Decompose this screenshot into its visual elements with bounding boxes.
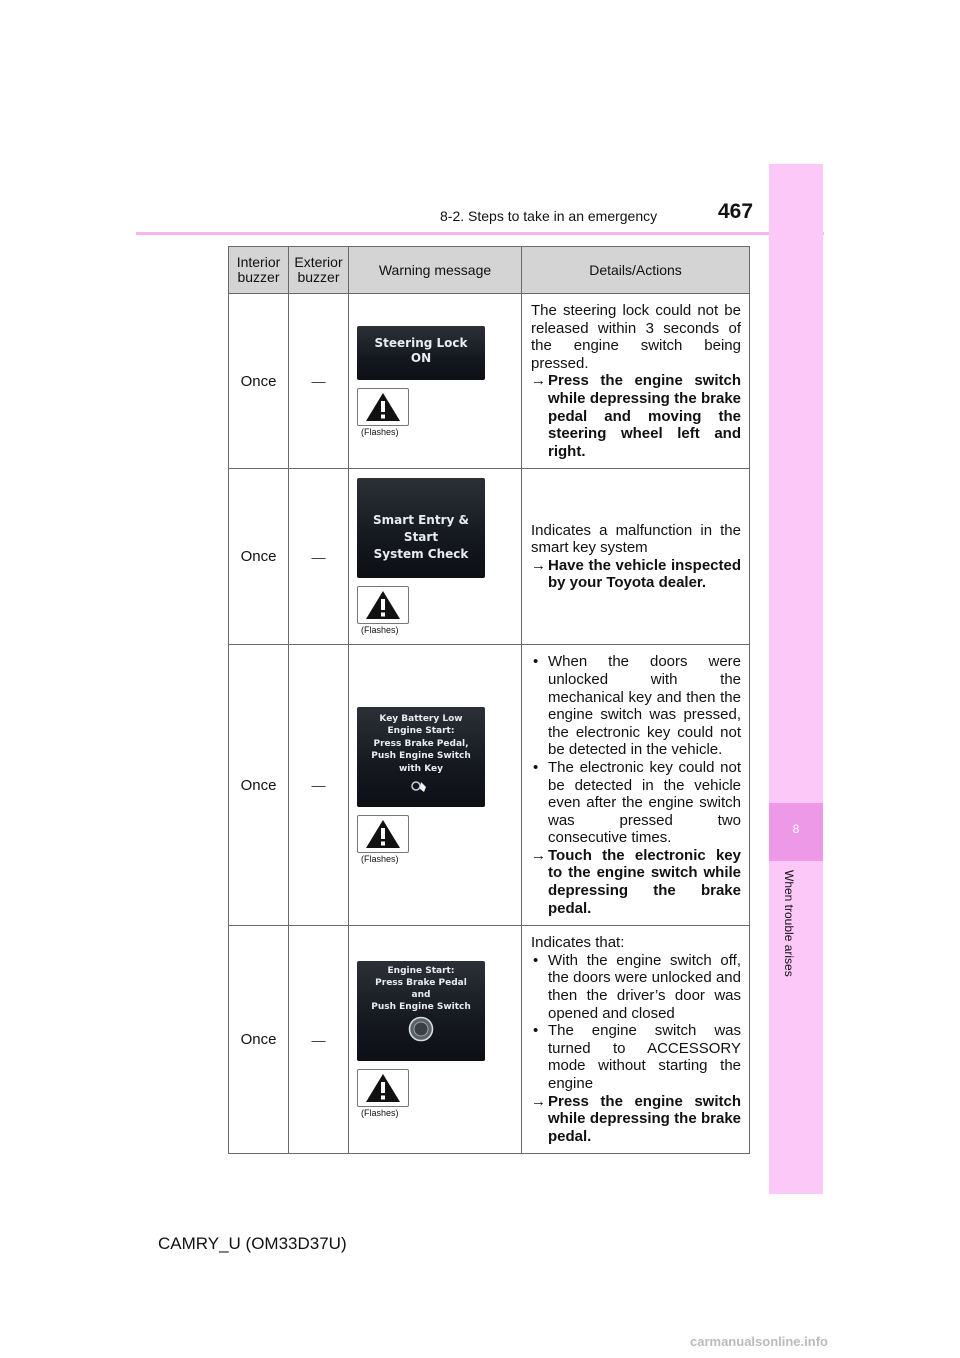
flashes-label: (Flashes) — [361, 1108, 399, 1119]
screen-line: Press Brake Pedal, — [373, 738, 469, 749]
details-cell — [522, 469, 750, 645]
display-screen — [357, 478, 485, 578]
warning-message-cell — [349, 469, 522, 645]
warning-triangle-icon — [357, 586, 409, 624]
exterior-buzzer-cell: — — [289, 645, 349, 926]
screen-line: Smart Entry & Start — [373, 513, 469, 545]
site-watermark: carmanualsonline.info — [690, 1334, 828, 1349]
arrow-icon: → — [531, 846, 546, 864]
display-screen — [357, 707, 485, 807]
bullet-item: • With the engine switch off, the doors were unlocked and then the driver’s door was opened and closed — [533, 951, 741, 1022]
interior-buzzer-cell: Once — [229, 469, 289, 645]
warning-message-table — [228, 246, 750, 1154]
display-screen — [357, 961, 485, 1061]
bullet-item: • The electronic key could not be detected in the vehicle even after the engine switch was pressed two consecutive times. — [533, 758, 741, 847]
chapter-title-vertical — [778, 872, 796, 1002]
screen-line: ON — [410, 350, 432, 365]
interior-buzzer-cell: Once — [229, 645, 289, 926]
flashes-label: (Flashes) — [361, 853, 399, 864]
table-row — [229, 294, 750, 469]
arrow-icon: → — [531, 1092, 546, 1110]
engine-switch-icon — [408, 1016, 434, 1042]
flashes-label: (Flashes) — [361, 426, 399, 437]
section-title: 8-2. Steps to take in an emergency — [440, 208, 658, 224]
header-interior-buzzer: Interior buzzer — [229, 247, 289, 294]
arrow-icon: → — [531, 556, 546, 574]
key-touch-icon — [411, 779, 429, 793]
details-cell — [522, 294, 750, 469]
screen-line: Steering Lock — [374, 335, 468, 350]
screen-line: Push Engine Switch — [371, 751, 471, 762]
bullet-item: • The engine switch was turned to ACCESSORY mode without starting the engine — [533, 1022, 741, 1092]
details-text: The steering lock could not be released within 3 seconds of the engine switch being pressed. — [531, 302, 741, 372]
action-item: → Press the engine switch while depressing the brake pedal and moving the steering wheel left and right. — [531, 372, 741, 460]
details-text: Indicates a malfunction in the smart key system — [531, 521, 741, 557]
action-item: → Have the vehicle inspected by your Toyota dealer. — [531, 556, 741, 592]
screen-line: Push Engine Switch — [371, 1002, 471, 1013]
table-row — [229, 926, 750, 1154]
warning-triangle-icon — [357, 815, 409, 853]
table-row — [229, 645, 750, 926]
warning-message-cell — [349, 294, 522, 469]
arrow-icon: → — [531, 372, 546, 390]
header-details-actions: Details/Actions — [522, 247, 750, 294]
bullet-item: • When the doors were unlocked with the mechanical key and then the engine switch was pressed, the electronic key could not be detected in the vehicle. — [533, 653, 741, 759]
exterior-buzzer-cell: — — [289, 294, 349, 469]
warning-message-cell — [349, 645, 522, 926]
action-item: → Press the engine switch while depressing the brake pedal. — [531, 1092, 741, 1145]
header-exterior-buzzer: Exterior buzzer — [289, 247, 349, 294]
warning-message-cell — [349, 926, 522, 1154]
display-screen — [357, 326, 485, 380]
details-intro: Indicates that: — [531, 934, 625, 952]
model-code: CAMRY_U (OM33D37U) — [158, 1234, 347, 1253]
screen-line: Key Battery Low — [379, 713, 463, 724]
exterior-buzzer-cell: — — [289, 926, 349, 1154]
action-item: → Touch the electronic key to the engine switch while depressing the brake pedal. — [531, 846, 741, 917]
warning-triangle-icon — [357, 388, 409, 426]
flashes-label: (Flashes) — [361, 625, 399, 636]
table-row — [229, 469, 750, 645]
screen-line: Press Brake Pedal — [375, 978, 467, 989]
screen-line: with Key — [398, 763, 444, 774]
header-warning-message: Warning message — [349, 247, 522, 294]
chapter-side-tab — [769, 164, 823, 1194]
details-cell — [522, 926, 750, 1154]
chapter-title: When trouble arises — [782, 870, 796, 977]
page-number: 467 — [718, 200, 754, 223]
screen-line: and — [411, 990, 431, 1001]
interior-buzzer-cell: Once — [229, 294, 289, 469]
details-cell — [522, 645, 750, 926]
screen-line: Engine Start: — [387, 966, 455, 977]
chapter-number: 8 — [792, 822, 800, 836]
screen-line: Engine Start: — [387, 726, 455, 737]
interior-buzzer-cell: Once — [229, 926, 289, 1154]
warning-triangle-icon — [357, 1069, 409, 1107]
header-divider — [136, 232, 824, 235]
exterior-buzzer-cell: — — [289, 469, 349, 645]
table-header-row — [229, 247, 750, 294]
screen-line: System Check — [373, 547, 469, 562]
